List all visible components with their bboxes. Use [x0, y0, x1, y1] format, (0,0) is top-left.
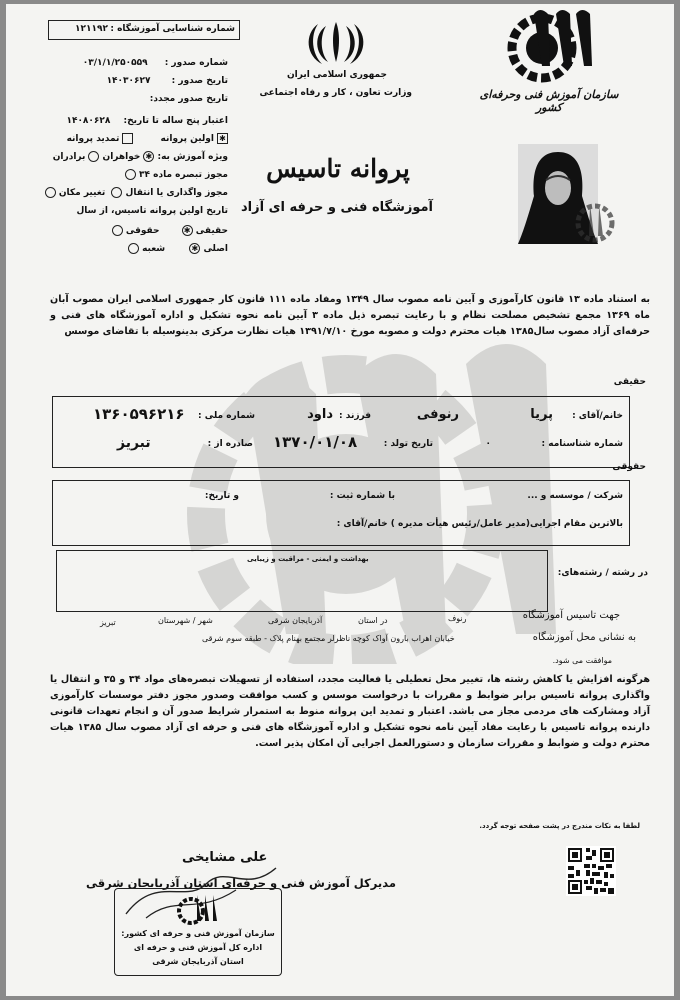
- legal-radio: [112, 225, 123, 236]
- reissue-date-label: تاریخ صدور مجدد:: [149, 94, 228, 104]
- org-logo-icon: [504, 8, 600, 84]
- field-label: در رشته / رشته‌های:: [557, 568, 648, 578]
- issue-no-value: ۰۳/۱/۱/۲۵۰۵۵۹: [82, 58, 148, 68]
- real-radio: ✱: [182, 225, 193, 236]
- issued-from-value: تبریز: [117, 435, 151, 451]
- birth-cert-label: شماره شناسنامه :: [541, 439, 623, 449]
- stamp-logo-icon: [167, 891, 227, 927]
- validity-label: اعتبار پنج ساله تا تاریخ:: [123, 116, 228, 126]
- reg-no-label: با شماره ثبت :: [329, 491, 395, 501]
- signer-name: علی مشایخی: [182, 850, 268, 865]
- stamp-line-2: اداره کل آموزش فنی و حرفه ای: [133, 943, 263, 952]
- license-title: پروانه تاسیس: [266, 154, 410, 183]
- birth-cert-value: ۰: [485, 439, 491, 449]
- national-id-value: ۱۳۶۰۵۹۶۲۱۶: [93, 405, 185, 423]
- main-radio: ✱: [189, 243, 200, 254]
- special-label: ویژه آموزش به:: [157, 152, 228, 162]
- address-value: خیابان اهراب بارون آواک کوچه ناظرلر مجتمع بهنام پلاک - طبقه سوم شرقی: [202, 634, 455, 643]
- child-of-label: فرزند :: [339, 411, 371, 421]
- main-type-label: اصلی: [203, 244, 228, 254]
- photo-stamp-logo-icon: [572, 200, 618, 246]
- note-34-label: مجوز تبصره ماده ۳۴: [139, 170, 228, 180]
- republic-title: جمهوری اسلامی ایران: [286, 70, 388, 80]
- birth-date-label: تاریخ تولد :: [383, 439, 433, 449]
- org-name: سازمان آموزش فنی وحرفه‌ای کشور: [479, 88, 619, 114]
- stamp-line-1: سازمان آموزش فنی و حرفه ای کشور:: [121, 929, 275, 938]
- issued-from-label: صادره از :: [207, 439, 253, 449]
- ministry-title: وزارت تعاون ، کار و رفاه اجتماعی: [259, 88, 412, 98]
- official-stamp: [114, 888, 282, 976]
- iran-emblem-icon: [304, 18, 368, 68]
- school-id-label: شماره شناسایی آموزشگاه :: [110, 24, 235, 34]
- and-date-label: و تاریخ:: [204, 491, 239, 501]
- license-subtitle: آموزشگاه فنی و حرفه ای آزاد: [240, 200, 433, 215]
- field-box: [56, 550, 548, 612]
- validity-value: ۱۴۰۸۰۶۲۸: [66, 116, 111, 126]
- field-value: بهداشت و ایمنی - مراقبت و زیبایی: [247, 555, 369, 563]
- city-value: تبریز: [100, 618, 116, 627]
- agreed-text: موافقت می شود.: [552, 656, 612, 665]
- footnote-text: لطفا به نکات مندرج در پشت صفحه توجه گردد.: [479, 822, 640, 830]
- first-name-value: پریا: [530, 407, 553, 422]
- branch-type-label: شعبه: [142, 244, 166, 254]
- birth-date-value: ۱۳۷۰/۰۱/۰۸: [273, 433, 358, 451]
- qr-code-icon: [566, 846, 616, 896]
- stamp-line-3: استان آذربایجان شرقی: [152, 957, 244, 966]
- relocation-radio: [45, 187, 56, 198]
- renewal-label: تمدید پروانه: [66, 134, 120, 144]
- company-label: شرکت / موسسه و ...: [527, 491, 623, 501]
- school-id-box: [48, 20, 240, 40]
- legal-entity-box: [52, 480, 630, 546]
- mr-ms-label: خانم/آقای :: [572, 411, 623, 421]
- relocation-label: تغییر مکان: [58, 188, 106, 198]
- brothers-label: برادران: [52, 152, 86, 162]
- address-label: به نشانی محل آموزشگاه: [532, 632, 636, 643]
- issue-date-value: ۱۴۰۳۰۶۲۷: [106, 76, 151, 86]
- national-id-label: شماره ملی :: [198, 411, 255, 421]
- sisters-label: خواهران: [102, 152, 141, 162]
- first-date-label: تاریخ اولین پروانه تاسیس، از سال: [76, 206, 228, 216]
- issue-date-label: تاریخ صدور :: [171, 76, 228, 86]
- legal-type-label: حقوقی: [125, 226, 160, 236]
- father-name-value: داود: [307, 407, 333, 422]
- sisters-radio: ✱: [143, 151, 154, 162]
- issue-info: [38, 54, 228, 258]
- city-label: شهر / شهرستان: [158, 616, 213, 625]
- real-person-box: [52, 396, 630, 468]
- renewal-check: [122, 133, 133, 144]
- real-section-label: حقیقی: [613, 377, 646, 387]
- license-document: [6, 4, 674, 996]
- first-license-check: ✱: [217, 133, 228, 144]
- intro-paragraph: به استناد ماده ۱۳ قانون کارآموزی و آیین نامه مصوب سال ۱۳۴۹ ومفاد ماده ۱۱۱ قانون کار جمهوری اسلامی ایران مصوب آبان ماه ۱۳۶۹ مجمع تشخیص مصلحت نظام و با رعایت تبصره ذیل ماده ۳ آیین نامه نحوه تشکیل و اداره آموزشگاه های فنی و حرفه‌ای آزاد مصوب سال۱۳۸۵ هیات محترم دولت و مصوبه مورخ ۱۳۹۱/۷/۱۰ هیات نظارت مرکزی بدینوسیله با تقاضای موسس: [50, 294, 650, 337]
- province-label: در استان: [358, 616, 388, 625]
- real-type-label: حقیقی: [195, 226, 228, 236]
- note-34-radio: [125, 169, 136, 180]
- brothers-radio: [88, 151, 99, 162]
- first-license-label: اولین پروانه: [160, 134, 214, 144]
- branch-radio: [128, 243, 139, 254]
- signer-title: مدیرکل آموزش فنی و حرفه‌ای استان آذربایجان شرقی: [86, 876, 396, 890]
- ceo-label: بالاترین مقام اجرایی(مدیر عامل/رئیس هیأت مدیره ) خانم/آقای :: [336, 519, 623, 529]
- transfer-label: مجوز واگذاری یا انتقال: [125, 188, 228, 198]
- legal-section-label: حقوقی: [612, 462, 646, 472]
- purpose-label: جهت تاسیس آموزشگاه: [522, 610, 620, 621]
- province-value: آذربایجان شرقی: [268, 616, 323, 625]
- last-name-value: رنوفی: [416, 407, 459, 422]
- transfer-radio: [111, 187, 122, 198]
- issue-no-label: شماره صدور :: [164, 58, 228, 68]
- school-id-value: ۱۲۱۱۹۲: [75, 24, 108, 34]
- terms-paragraph: هرگونه افزایش یا کاهش رشته ها، تغییر محل تعطیلی یا فعالیت مجدد، استفاده از تسهیلات تبصره‌های مواد ۳۴ و ۳۵ و انتقال یا واگذاری پروانه تاسیس برابر ضوابط و مقررات با درخواست موسس و کسب موافقت وصدور مجوز دفتر موسسات کارآموزی آزاد ومشارکت های مردمی مجاز می باشد. اعتبار و تمدید این پروانه منوط به استمرار شرایط صدور آن و انجام تعهدات قانونی دارنده پروانه تاسیس با رعایت مفاد آیین نامه نحوه تشکیل و اداره آموزشگاه های فنی و حرفه ای آزاد مصوب سال ۱۳۸۵ هیات محترم دولت و ضوابط و مقررات سازمان و دستورالعمل اجرایی آن امکان پذیر است.: [50, 674, 651, 749]
- school-name-value: رنوف: [448, 614, 467, 623]
